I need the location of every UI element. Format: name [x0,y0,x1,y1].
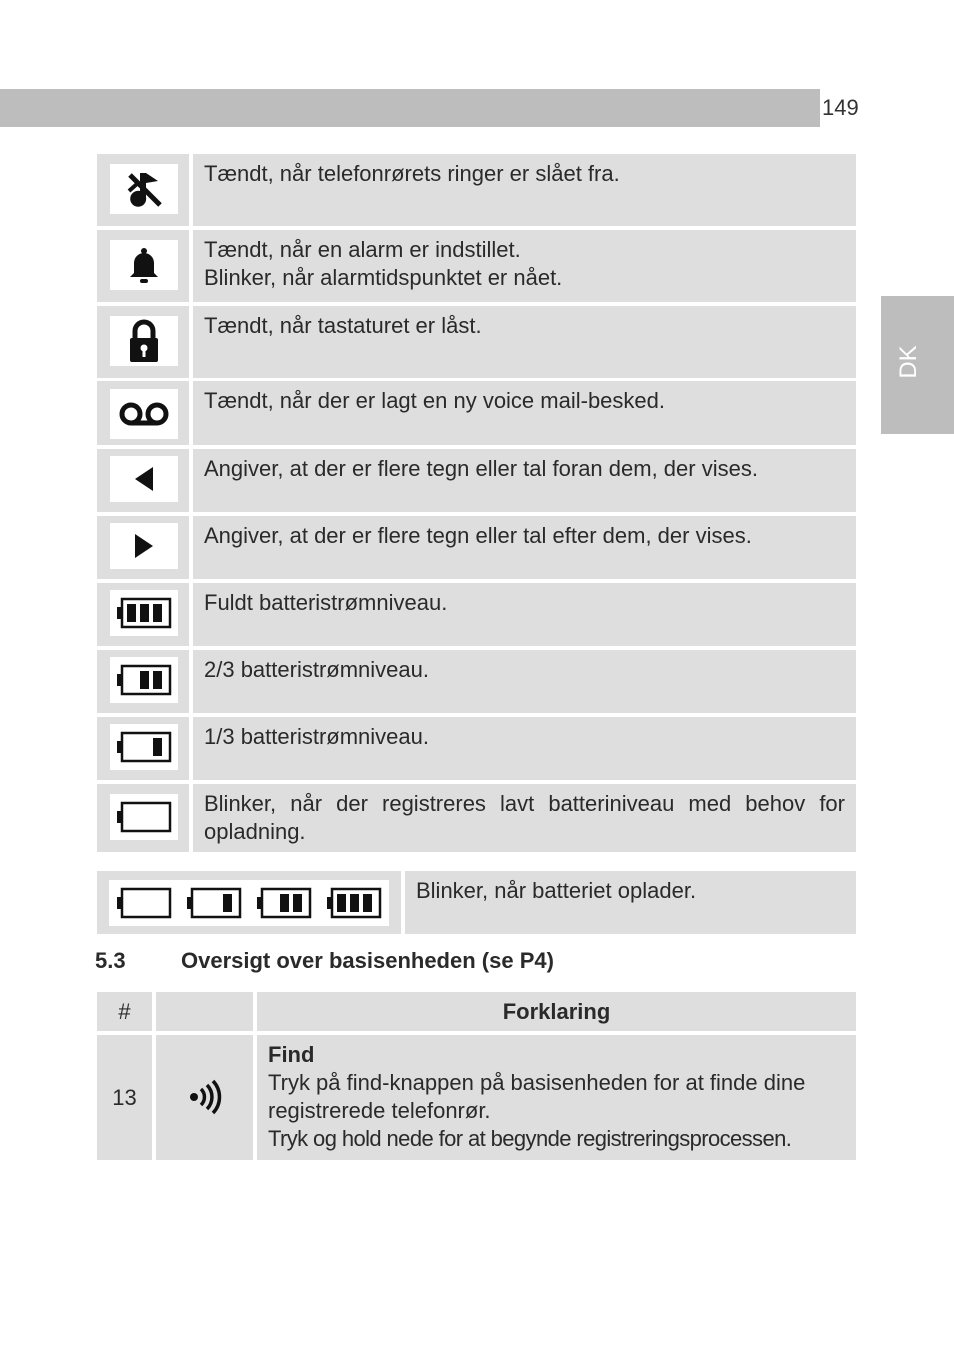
symbol-row [97,650,856,713]
arrow-right-icon [110,523,178,569]
table-header-icon [156,992,253,1031]
symbol-description: Blinker, når der registreres lavt batteriniveau med behov for opladning. [204,791,845,844]
symbol-description: Angiver, at der er flere tegn eller tal foran dem, der vises. [204,456,758,481]
symbol-row [97,449,856,512]
language-tab [881,296,954,434]
symbol-row [97,583,856,646]
symbol-description: Tændt, når der er lagt en ny voice mail-besked. [204,388,666,413]
battery-two-thirds-icon [110,657,178,703]
header-bar [0,89,820,127]
table-row-icon-cell [156,1035,253,1160]
symbol-row [97,381,856,445]
symbol-row [97,717,856,780]
symbol-description: 2/3 batteristrømniveau. [204,657,429,682]
symbol-description: Angiver, at der er flere tegn eller tal efter dem, der vises. [204,523,752,548]
symbol-row [97,230,856,302]
language-tab-label: DK [895,345,922,379]
battery-empty-icon [110,794,178,840]
feature-description-line: registrerede telefonrør. [268,1098,491,1123]
battery-charging-sequence-icon [109,880,389,926]
symbol-description: Blinker, når batteriet oplader. [416,878,697,903]
voicemail-icon [110,389,178,439]
table-header-number: # [97,992,152,1031]
page-number: 149 [822,95,859,120]
table-row-number: 13 [97,1035,152,1160]
feature-description-line: Tryk og hold nede for at begynde registreringsprocessen. [268,1126,792,1151]
symbol-description: 1/3 batteristrømniveau. [204,724,429,749]
feature-description-line: Tryk på find-knappen på basisenheden for at finde dine [268,1070,806,1095]
symbol-row [97,516,856,579]
base-unit-table [97,992,856,1160]
symbol-row [97,784,856,852]
symbol-description: Fuldt batteristrømniveau. [204,590,448,615]
symbol-description: Tændt, når telefonrørets ringer er slået fra. [204,161,620,186]
battery-full-icon [110,590,178,636]
symbol-row [97,306,856,378]
battery-one-third-icon [110,724,178,770]
alarm-bell-icon [110,240,178,290]
symbol-description-line: Blinker, når alarmtidspunktet er nået. [204,265,563,290]
arrow-left-icon [110,456,178,502]
symbol-row [97,871,856,934]
symbol-description: Tændt, når tastaturet er låst. [204,313,482,338]
symbol-description-line: Tændt, når en alarm er indstillet. [204,237,521,262]
feature-title: Find [268,1042,315,1067]
table-header-explanation: Forklaring [257,992,856,1031]
padlock-icon [110,316,178,366]
muted-ringer-icon [110,164,178,214]
symbol-row [97,154,856,226]
table-row-explanation [257,1035,856,1160]
find-signal-icon [186,1079,222,1115]
section-number: 5.3 [95,948,126,973]
section-title: Oversigt over basisenheden (se P4) [181,948,554,973]
